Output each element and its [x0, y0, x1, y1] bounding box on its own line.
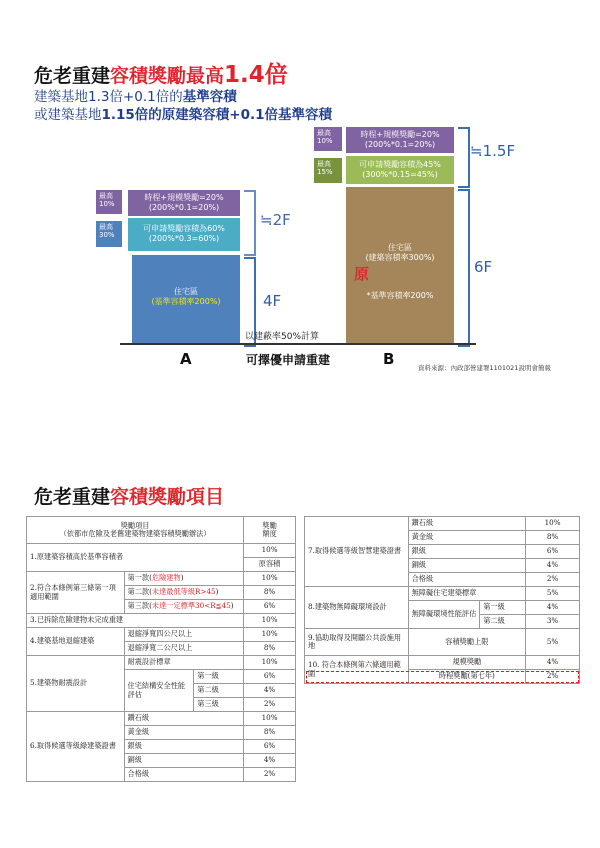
r8-sub2: 無障礙環境性能評估	[408, 601, 480, 629]
r7-value-3: 4%	[526, 559, 580, 573]
b-label-15f: ≒1.5F	[470, 142, 516, 160]
r5-l2: 第二級	[194, 684, 244, 698]
line2-b: 1.15倍的原建築容積+0.1倍基準容積	[101, 107, 333, 123]
r6-item: 6.取得候選等級綠建築證書	[27, 712, 125, 782]
r7-value-0: 10%	[526, 517, 580, 531]
header-amount-cell	[244, 517, 296, 544]
header-item-1: 獎勵項目	[120, 520, 150, 530]
r8-l1: 第一級	[480, 601, 526, 615]
r6-label-3: 銅級	[124, 754, 244, 768]
r10-sub2: 時程獎勵(第七年)	[408, 670, 526, 684]
r3-val: 10%	[244, 614, 296, 628]
r7-label-2: 銀級	[408, 545, 526, 559]
r2-val3: 6%	[244, 600, 296, 614]
b-original-mark: 原	[354, 265, 370, 283]
header-amount-2: 額度	[262, 529, 277, 538]
b-mid-tag: 最高 15%	[314, 158, 342, 183]
section2-title-a: 危老重建	[34, 486, 111, 508]
section2-title	[34, 482, 224, 509]
b-base-line3: *基準容積率200%	[366, 291, 434, 300]
b-schedule-block: 時程+規模獎勵=20% (200%*0.1=20%)	[346, 127, 454, 153]
line2-a: 或建築基地	[34, 107, 102, 123]
r4-val2: 8%	[244, 642, 296, 656]
r5-l3: 第三級	[194, 698, 244, 712]
section1-title-b: 容積獎勵最高	[110, 65, 225, 87]
a-schedule-block: 時程+規模獎勵=20% (200%*0.1=20%)	[128, 190, 240, 216]
r6-value-4: 2%	[244, 768, 296, 782]
b-base-line2: (建築容積率300%)	[365, 253, 435, 262]
r5-v3: 2%	[244, 698, 296, 712]
a-base-block	[132, 255, 240, 343]
center-label: 可擇優申請重建	[246, 353, 331, 367]
r2-sub2: 第二款(未達最低等級R>45)	[124, 586, 244, 600]
section1-title-c: 1.4倍	[224, 62, 288, 88]
r8-item: 8.建築物無障礙環境設計	[305, 587, 409, 629]
r3-item: 3.已拆除危險建物未完成重建	[27, 614, 244, 628]
a-top-tag: 最高 10%	[96, 190, 122, 214]
r9-sub: 容積獎勵上限	[408, 629, 526, 656]
r5-val1: 10%	[244, 656, 296, 670]
b-top-tag: 最高 10%	[314, 127, 342, 151]
r5-v2: 4%	[244, 684, 296, 698]
line1-b: 基準容積	[182, 89, 237, 105]
table-row	[27, 614, 296, 628]
r9-val: 5%	[526, 629, 580, 656]
r5-sub1: 耐震設計標章	[124, 656, 244, 670]
r8-v1: 4%	[526, 601, 580, 615]
r5-item: 5.建築物耐震設計	[27, 656, 125, 712]
section2-title-b: 容積獎勵項目	[110, 486, 225, 508]
r2-sub1: 第一款(危險建物)	[124, 572, 244, 586]
source-note: 資料來源：內政部營建署1101021說明會簡報	[418, 364, 551, 372]
r6-label-4: 合格級	[124, 768, 244, 782]
r7-value-2: 6%	[526, 545, 580, 559]
table-row	[305, 656, 580, 670]
r1-val-a: 10%	[244, 544, 296, 558]
r5-v1: 6%	[244, 670, 296, 684]
r4-sub2: 退縮淨寬二公尺以上	[124, 642, 244, 656]
a-mid-tag: 最高 30%	[96, 221, 122, 247]
table-row	[305, 517, 580, 531]
a-upper-bracket	[244, 190, 256, 256]
r7-label-1: 黃金級	[408, 531, 526, 545]
r1-val-b: 原容積	[244, 558, 296, 572]
r7-value-4: 2%	[526, 573, 580, 587]
b-label-6f: 6F	[474, 258, 493, 276]
r7-value-1: 8%	[526, 531, 580, 545]
ground-line	[120, 343, 476, 345]
left-bonus-table	[26, 516, 296, 782]
r9-item: 9.協助取得及開闢公共設施用地	[305, 629, 409, 656]
r2-val2: 8%	[244, 586, 296, 600]
r4-item: 4.建築基地退縮建築	[27, 628, 125, 656]
r2-sub3: 第三款(未達一定標準30<R≦45)	[124, 600, 244, 614]
r10-item: 10. 符合本條例第六條適用範圍	[305, 656, 409, 684]
a-base-line2: (基準容積率200%)	[151, 297, 221, 306]
r8-sub1: 無障礙住宅建築標章	[408, 587, 526, 601]
letter-a: A	[180, 350, 192, 368]
table-row	[305, 629, 580, 656]
r5-l1: 第一級	[194, 670, 244, 684]
r6-value-1: 8%	[244, 726, 296, 740]
r6-label-0: 鑽石級	[124, 712, 244, 726]
floor-area-diagram	[0, 0, 600, 380]
right-bonus-table	[304, 516, 580, 684]
table-row	[27, 628, 296, 642]
r6-value-2: 6%	[244, 740, 296, 754]
r6-value-3: 4%	[244, 754, 296, 768]
table-row	[27, 517, 296, 544]
letter-b: B	[383, 350, 395, 368]
table-row	[27, 656, 296, 670]
table-row	[305, 587, 580, 601]
table-row	[27, 544, 296, 558]
a-label-2f: ≒2F	[260, 211, 291, 229]
r7-label-0: 鑽石級	[408, 517, 526, 531]
b-bonus-block: 可申請獎勵容積為45% (300%*0.15=45%)	[346, 156, 454, 184]
r7-label-3: 銅級	[408, 559, 526, 573]
r2-item: 2.符合本條例第三條第一項適用範圍	[27, 572, 125, 614]
r7-item: 7.取得候選等級智慧建築證書	[305, 517, 409, 587]
r1-item: 1.原建築容積高於基準容積者	[27, 544, 244, 572]
a-bonus-block: 可申請獎勵容積為60% (200%*0.3=60%)	[128, 218, 240, 251]
section1-title-a: 危老重建	[34, 65, 111, 87]
b-base-line1: 住宅區	[388, 243, 412, 252]
r6-label-1: 黃金級	[124, 726, 244, 740]
line1-a: 建築基地1.3倍+0.1倍的	[34, 89, 183, 105]
r10-val2: 2%	[526, 670, 580, 684]
table-row	[27, 572, 296, 586]
r8-l2: 第二級	[480, 615, 526, 629]
coverage-note: 以建蔽率50%計算	[245, 332, 320, 342]
a-base-line1: 住宅區	[174, 287, 198, 296]
r6-label-2: 銀級	[124, 740, 244, 754]
r8-v2: 3%	[526, 615, 580, 629]
a-label-4f: 4F	[263, 292, 282, 310]
r4-sub1: 退縮淨寬四公尺以上	[124, 628, 244, 642]
r6-value-0: 10%	[244, 712, 296, 726]
r7-label-4: 合格級	[408, 573, 526, 587]
header-amount-1: 獎勵	[262, 520, 277, 530]
header-item-cell	[27, 517, 244, 544]
table-row	[27, 712, 296, 726]
r8-val1: 5%	[526, 587, 580, 601]
b-lower-bracket	[458, 189, 470, 347]
b-upper-bracket	[458, 127, 470, 188]
r10-val1: 4%	[526, 656, 580, 670]
header-item-2: （依都市危險及老舊建築物建築容積獎勵辦法）	[59, 529, 211, 538]
r4-val1: 10%	[244, 628, 296, 642]
r10-sub1: 規模獎勵	[408, 656, 526, 670]
r2-val1: 10%	[244, 572, 296, 586]
r5-sub2: 住宅結構安全性能評估	[124, 670, 194, 712]
